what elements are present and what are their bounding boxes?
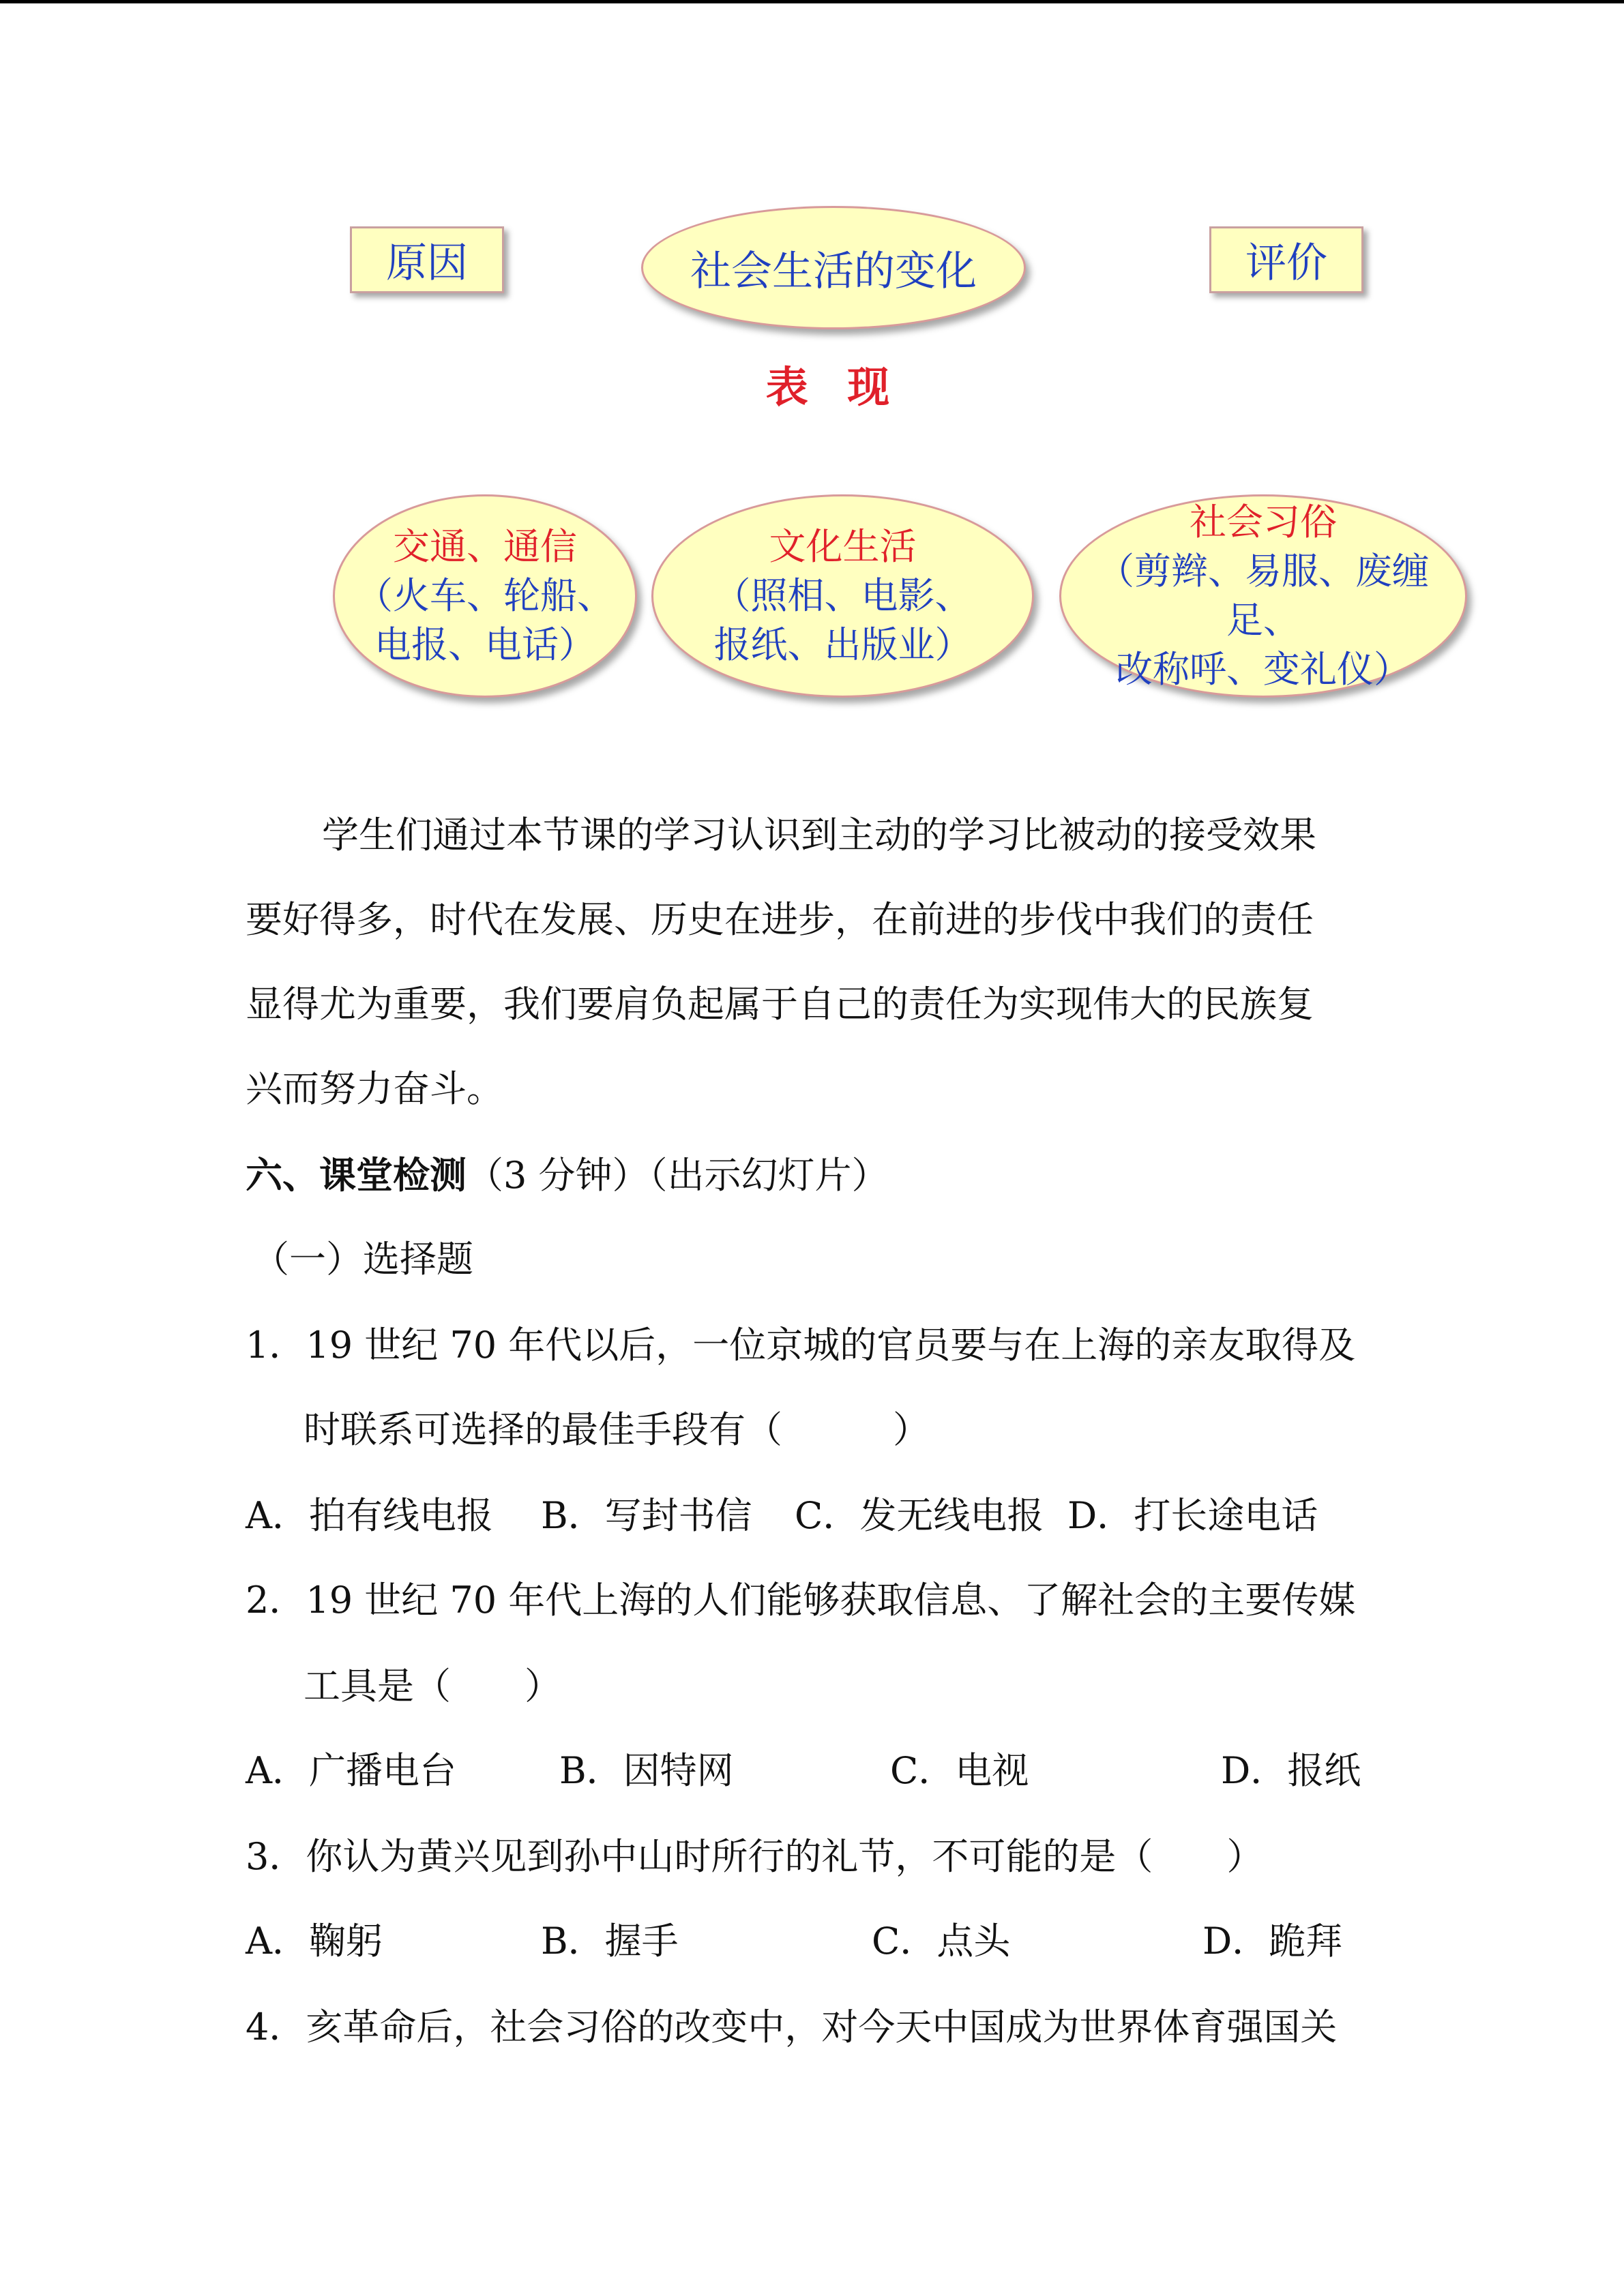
paragraph-line: 学生们通过本节课的学习认识到主动的学习比被动的接受效果 (322, 814, 1316, 856)
center-ellipse (641, 206, 1026, 329)
evaluate-box (1209, 226, 1363, 293)
category-detail: （火车、轮船、 电报、电话） (356, 574, 614, 666)
category-ellipse-transport (333, 494, 637, 698)
category-detail: （照相、电影、 报纸、出版业） (713, 574, 972, 666)
evaluate-label: 评价 (1245, 239, 1327, 287)
paragraph-line: 要好得多，时代在发展、历史在进步，在前进的步伐中我们的责任 (246, 898, 1314, 941)
question-4-line-1: 4．亥革命后，社会习俗的改变中，对今天中国成为世界体育强国关 (246, 2006, 1338, 2048)
question-2-option-d: D．报纸 (1221, 1749, 1361, 1792)
question-2-option-c: C．电视 (890, 1749, 1029, 1792)
question-1-line-1: 1．19 世纪 70 年代以后，一位京城的官员要与在上海的亲友取得及 (246, 1324, 1356, 1367)
paragraph-line: 显得尤为重要，我们要肩负起属于自己的责任为实现伟大的民族复 (246, 983, 1314, 1026)
question-2-option-a: A．广播电台 (246, 1749, 456, 1792)
section-heading-rest: （3 分钟）（出示幻灯片） (467, 1154, 889, 1197)
cause-label: 原因 (386, 239, 468, 287)
section-heading-bold: 六、课堂检测 (246, 1153, 467, 1197)
category-title: 社会习俗 (1190, 501, 1337, 543)
question-3-line-1: 3．你认为黄兴见到孙中山时所行的礼节，不可能的是（ ） (246, 1835, 1264, 1878)
category-title: 文化生活 (769, 525, 917, 568)
question-3-option-b: B．握手 (541, 1920, 679, 1963)
question-1-option-c: C．发无线电报 (795, 1494, 1044, 1537)
manifestation-label: 表 现 (765, 362, 902, 412)
category-detail: （剪辫、易服、废缠足、 改称呼、变礼仪） (1097, 550, 1429, 691)
question-1-option-b: B．写封书信 (541, 1494, 752, 1537)
paragraph-line: 兴而努力奋斗。 (246, 1067, 503, 1110)
question-2-line-2: 工具是（ ） (304, 1665, 561, 1708)
category-ellipse-customs (1059, 494, 1467, 698)
question-3-option-d: D．跪拜 (1202, 1920, 1343, 1963)
question-3-option-c: C．点头 (872, 1920, 1011, 1963)
category-ellipse-culture (651, 494, 1034, 698)
question-2-line-1: 2．19 世纪 70 年代上海的人们能够获取信息、了解社会的主要传媒 (246, 1579, 1356, 1622)
top-border-rule (0, 0, 1624, 3)
cause-box (350, 226, 504, 293)
question-3-option-a: A．鞠躬 (246, 1920, 383, 1963)
center-label: 社会生活的变化 (690, 247, 977, 295)
category-title: 交通、通信 (393, 525, 577, 568)
question-1-line-2: 时联系可选择的最佳手段有（ ） (304, 1408, 930, 1451)
question-1-option-a: A．拍有线电报 (246, 1494, 493, 1537)
subheading: （一）选择题 (252, 1238, 473, 1281)
section-heading (246, 1151, 889, 1199)
question-2-option-b: B．因特网 (559, 1749, 734, 1792)
question-1-option-d: D．打长途电话 (1067, 1494, 1318, 1537)
